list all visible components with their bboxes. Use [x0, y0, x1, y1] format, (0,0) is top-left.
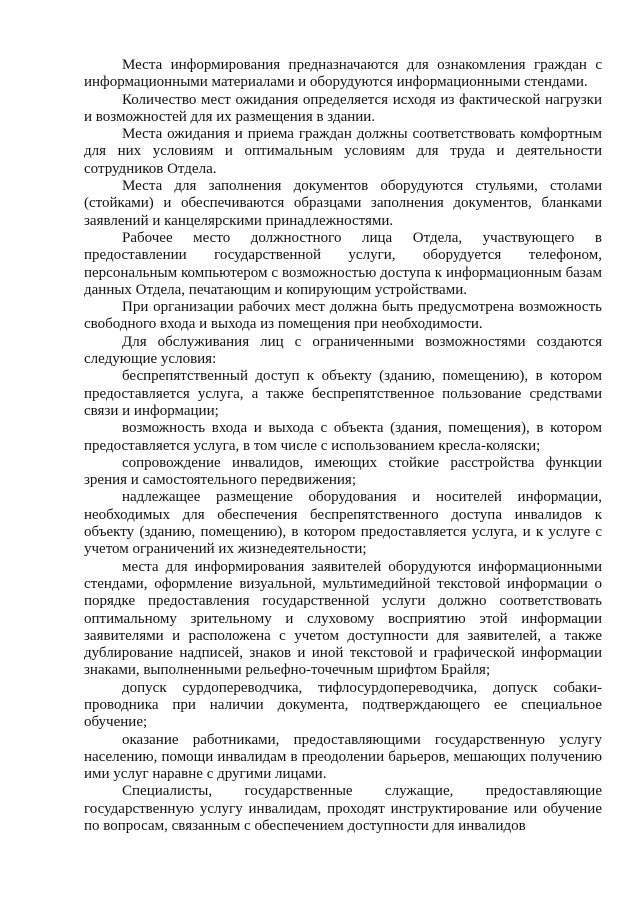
list-item-information-stands: места для информирования заявителей оборудуются информационными стендами, оформление визуальной, мультимедийной текстовой информации о порядке предоставления государственной услуги должно соответствовать оптимальному зрительному и слуховому восприятию этой информации заявителями и расположена с учетом доступности для заявителей, а также дублирование надписей, знаков и иной текстовой и графической информации знаками, выполненными рельефно-точечным шрифтом Брайля; [84, 558, 602, 679]
paragraph-workplace-organization: При организации рабочих мест должна быть предусмотрена возможность свободного входа и выхода из помещения при необходимости. [84, 299, 602, 333]
paragraph-specialists-training: Специалисты, государственные служащие, предоставляющие государственную услугу инвалидам, проходят инструктирование или обучение по вопросам, связанным с обеспечением доступности для инвалидов [84, 783, 602, 835]
list-item-entry-exit: возможность входа и выхода с объекта (здания, помещения), в котором предоставляется услуга, в том числе с использованием кресла-коляски; [84, 420, 602, 454]
list-item-staff-assistance: оказание работниками, предоставляющими государственную услугу населению, помощи инвалидам в преодолении барьеров, мешающих получению ими услуг наравне с другими лицами. [84, 731, 602, 783]
paragraph-official-workplace: Рабочее место должностного лица Отдела, участвующего в предоставлении государственной услуги, оборудуется телефоном, персональным компьютером с возможностью доступа к информационным базам данных Отдела, печатающим и копирующим устройствами. [84, 229, 602, 298]
list-item-equipment-placement: надлежащее размещение оборудования и носителей информации, необходимых для обеспечения беспрепятственного доступа инвалидов к объекту (зданию, помещению), в котором предоставляется услуга, и к услуге с учетом ограничений их жизнедеятельности; [84, 489, 602, 558]
paragraph-information-places: Места информирования предназначаются для ознакомления граждан с информационными материалами и оборудуются информационными стендами. [84, 57, 602, 91]
paragraph-waiting-reception-places: Места ожидания и приема граждан должны соответствовать комфортным для них условиям и оптимальным условиям для труда и деятельности сотрудников Отдела. [84, 126, 602, 177]
document-page [84, 57, 602, 835]
paragraph-document-filling-places: Места для заполнения документов оборудуются стульями, столами (стойками) и обеспечиваются образцами заполнения документов, бланками заявлений и канцелярскими принадлежностями. [84, 178, 602, 229]
list-item-unobstructed-access: беспрепятственный доступ к объекту (зданию, помещению), в котором предоставляется услуга, а также беспрепятственное пользование средствами связи и информации; [84, 368, 602, 419]
paragraph-disability-conditions-intro: Для обслуживания лиц с ограниченными возможностями создаются следующие условия: [84, 333, 602, 368]
list-item-escort: сопровождение инвалидов, имеющих стойкие расстройства функции зрения и самостоятельного передвижения; [84, 454, 602, 489]
paragraph-waiting-places-count: Количество мест ожидания определяется исходя из фактической нагрузки и возможностей для их размещения в здании. [84, 91, 602, 125]
list-item-sign-interpreter: допуск сурдопереводчика, тифлосурдопереводчика, допуск собаки-проводника при наличии документа, подтверждающего ее специальное обучение; [84, 679, 602, 731]
